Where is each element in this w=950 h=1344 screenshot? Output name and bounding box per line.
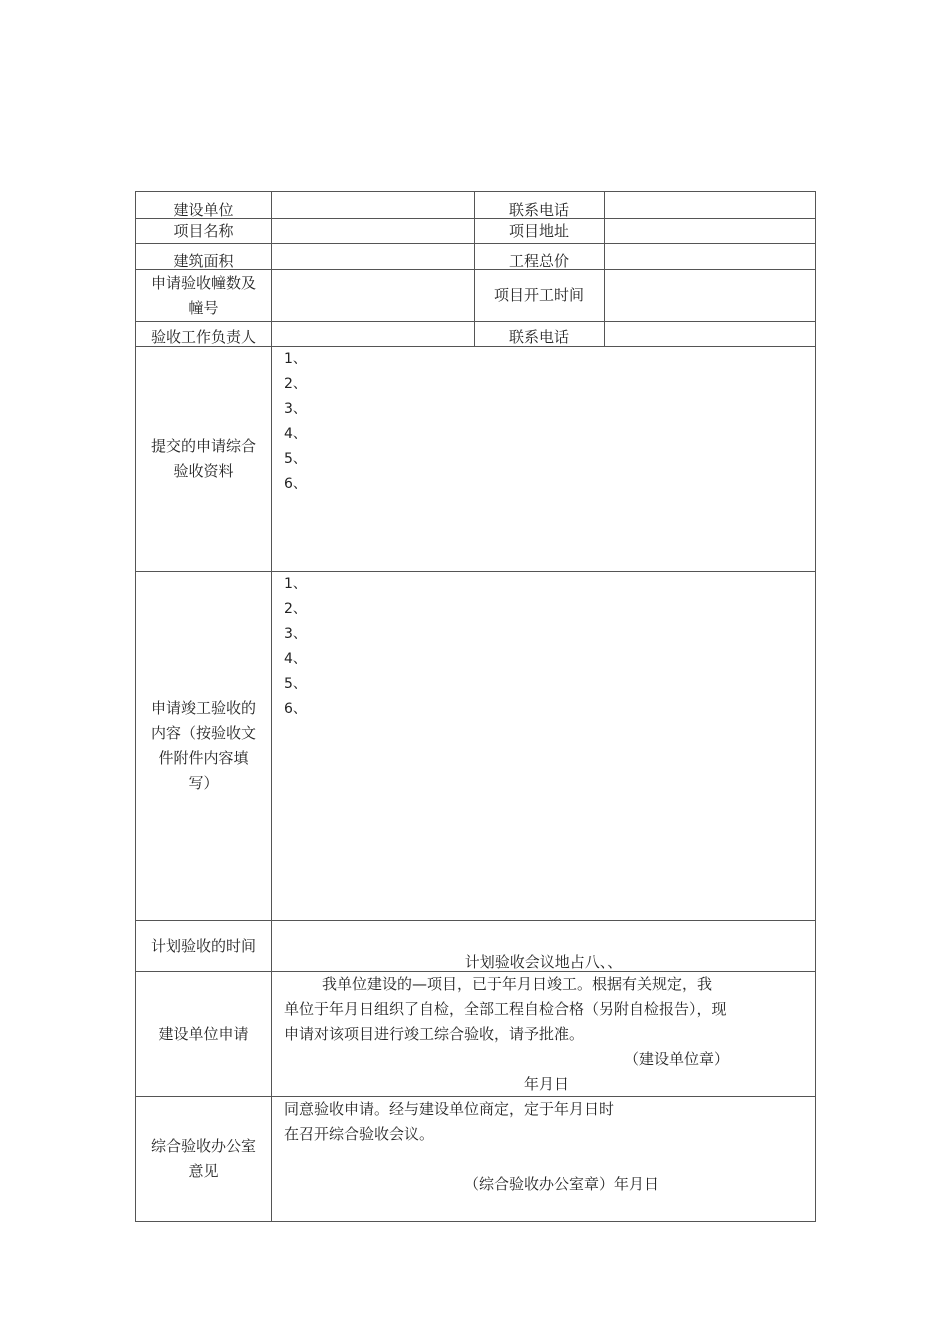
office-opinion-text[interactable] <box>284 1097 809 1221</box>
acceptance-content-label-line4: 写） <box>188 774 219 792</box>
list-item: 5、 <box>284 676 307 692</box>
acceptance-lead-field[interactable] <box>272 322 474 346</box>
list-item: 4、 <box>284 651 307 667</box>
construction-unit-field[interactable] <box>272 192 474 218</box>
acceptance-content-label-line2: 内容（按验收文 <box>150 724 256 742</box>
list-item: 1、 <box>284 351 307 367</box>
office-opinion-label-line1: 综合验收办公室 <box>150 1137 256 1155</box>
contact-phone-2-label: 联系电话 <box>508 328 569 346</box>
contact-phone-2-field[interactable] <box>605 322 815 346</box>
unit-application-line3: 申请对该项目进行竣工综合验收，请予批准。 <box>284 1025 585 1043</box>
submitted-docs-label-line2: 验收资料 <box>173 462 234 480</box>
total-cost-field[interactable] <box>605 244 815 269</box>
acceptance-content-label-line1: 申请竣工验收的 <box>150 699 256 717</box>
project-name-label: 项目名称 <box>173 222 234 240</box>
start-time-label: 项目开工时间 <box>493 286 584 304</box>
office-opinion-label <box>136 1097 271 1221</box>
unit-application-date: 年月日 <box>523 1075 569 1093</box>
unit-application-line1: 我单位建设的—项目，已于年月日竣工。根据有关规定，我 <box>322 975 713 993</box>
planned-location-text[interactable]: 计划验收会议地占八、、 <box>464 953 623 971</box>
project-address-field[interactable] <box>605 219 815 243</box>
acceptance-application-form <box>135 191 816 1222</box>
building-area-field[interactable] <box>272 244 474 269</box>
list-item: 4、 <box>284 426 307 442</box>
total-cost-label: 工程总价 <box>508 252 569 270</box>
unit-application-line2: 单位于年月日组织了自检，全部工程自检合格（另附自检报告），现 <box>284 1000 727 1018</box>
apply-buildings-label-line1: 申请验收幢数及 <box>150 274 256 292</box>
unit-application-text[interactable] <box>284 972 809 1096</box>
list-item: 3、 <box>284 626 307 642</box>
submitted-docs-label-line1: 提交的申请综合 <box>150 437 256 455</box>
list-item: 2、 <box>284 376 307 392</box>
office-opinion-stamp-date: （综合验收办公室章）年月日 <box>464 1175 660 1193</box>
list-item: 5、 <box>284 451 307 467</box>
list-item: 3、 <box>284 401 307 417</box>
building-area-label: 建筑面积 <box>173 252 234 270</box>
list-item: 6、 <box>284 476 307 492</box>
submitted-docs-list[interactable] <box>284 347 804 571</box>
start-time-field[interactable] <box>605 270 815 321</box>
apply-buildings-label-line2: 幢号 <box>188 299 219 317</box>
acceptance-content-label <box>136 572 271 920</box>
project-address-label: 项目地址 <box>508 222 569 240</box>
list-item: 1、 <box>284 576 307 592</box>
list-item: 2、 <box>284 601 307 617</box>
list-item: 6、 <box>284 701 307 717</box>
contact-phone-label: 联系电话 <box>508 201 569 219</box>
project-name-field[interactable] <box>272 219 474 243</box>
unit-application-stamp: （建设单位章） <box>623 1050 729 1068</box>
apply-buildings-field[interactable] <box>272 270 474 321</box>
unit-application-label: 建设单位申请 <box>158 1024 249 1043</box>
apply-buildings-label <box>136 271 271 321</box>
construction-unit-label: 建设单位 <box>173 201 234 219</box>
submitted-docs-label <box>136 347 271 571</box>
office-opinion-line2: 在召开综合验收会议。 <box>284 1125 435 1143</box>
planned-time-label: 计划验收的时间 <box>150 936 256 955</box>
column-divider <box>271 192 272 1221</box>
office-opinion-label-line2: 意见 <box>188 1162 219 1180</box>
acceptance-lead-label: 验收工作负责人 <box>150 328 256 346</box>
acceptance-content-list[interactable] <box>284 572 804 920</box>
acceptance-content-label-line3: 件附件内容填 <box>158 749 249 767</box>
office-opinion-line1: 同意验收申请。经与建设单位商定，定于年月日时 <box>284 1100 615 1118</box>
contact-phone-field[interactable] <box>605 192 815 218</box>
